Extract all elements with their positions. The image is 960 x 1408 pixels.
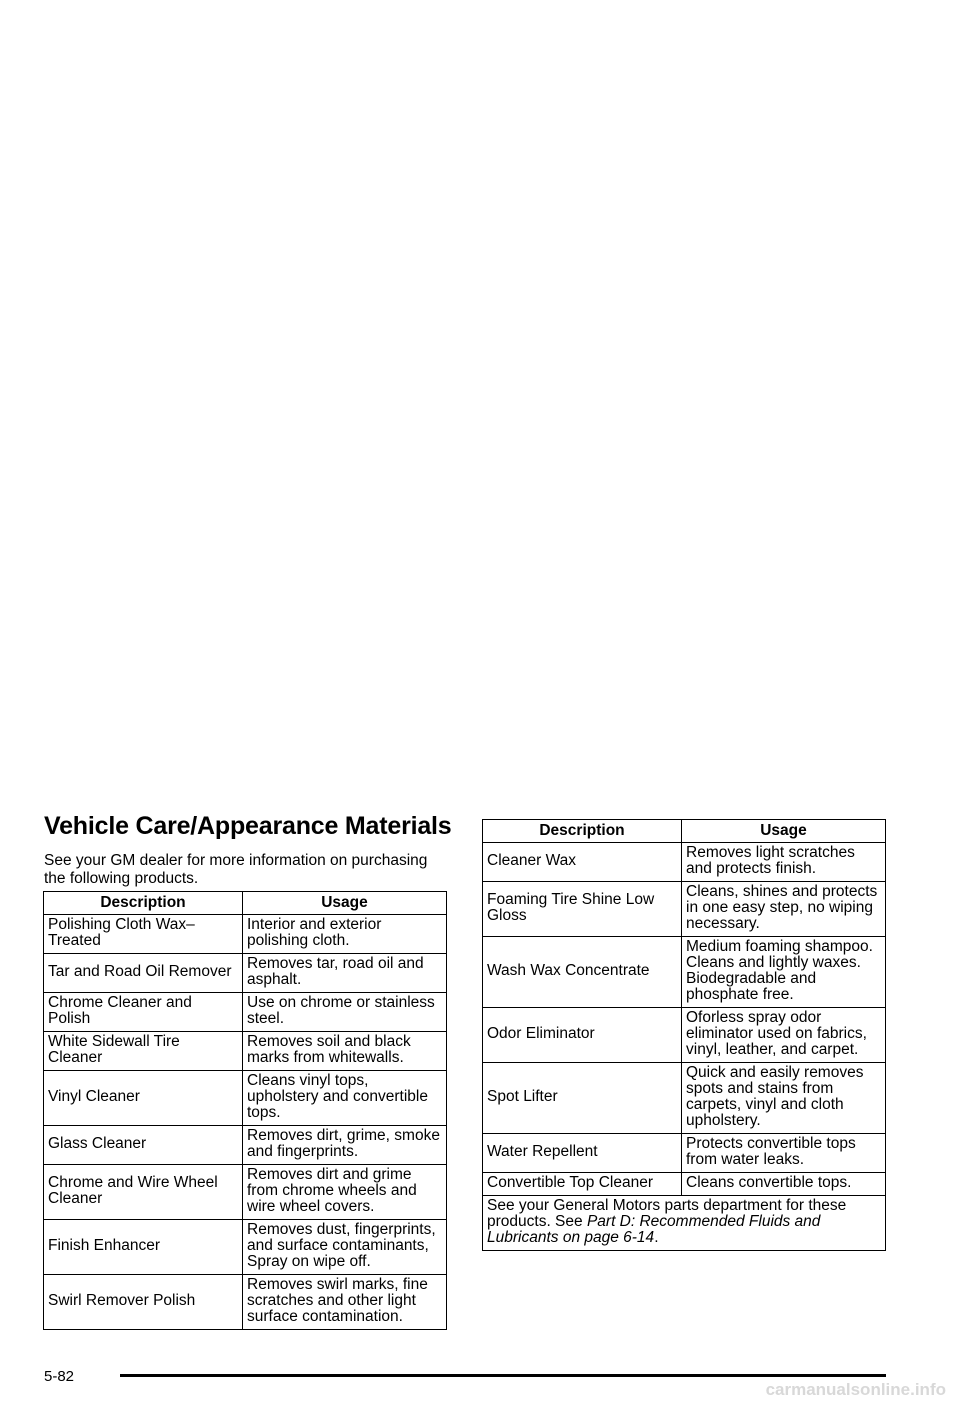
table-row [483,843,886,882]
usage-cell: Interior and exterior polishing cloth. [243,915,447,954]
usage-cell: Removes dirt, grime, smoke and fingerprints. [243,1126,447,1165]
usage-header: Usage [682,820,886,843]
table-row [44,993,447,1032]
page-number: 5-82 [44,1368,75,1385]
usage-cell: Removes tar, road oil and asphalt. [243,954,447,993]
description-cell: Polishing Cloth Wax–Treated [44,915,243,954]
table-row [44,1126,447,1165]
note-text: See your General Motors parts department for these products. See [487,1197,847,1230]
table-row [44,915,447,954]
usage-cell: Removes dust, fingerprints, and surface contaminants, Spray on wipe off. [243,1220,447,1275]
description-cell: Chrome and Wire Wheel Cleaner [44,1165,243,1220]
description-cell: Wash Wax Concentrate [483,937,682,1008]
table-header-row [483,820,886,843]
table-row [44,1032,447,1071]
table-row [483,1063,886,1134]
description-cell: Glass Cleaner [44,1126,243,1165]
products-table-left [43,891,447,1330]
table-header-row [44,892,447,915]
description-cell: Cleaner Wax [483,843,682,882]
description-cell: Finish Enhancer [44,1220,243,1275]
table-row [44,1275,447,1330]
table-row [44,954,447,993]
description-cell: Foaming Tire Shine Low Gloss [483,882,682,937]
note-end: . [654,1229,659,1246]
description-cell: Vinyl Cleaner [44,1071,243,1126]
table-note-row [483,1196,886,1251]
table-row [483,1173,886,1196]
description-cell: Odor Eliminator [483,1008,682,1063]
table-row [44,1071,447,1126]
table-row [44,1165,447,1220]
usage-cell: Cleans, shines and protects in one easy step, no wiping necessary. [682,882,886,937]
usage-cell: Removes dirt and grime from chrome wheels and wire wheel covers. [243,1165,447,1220]
note-reference-link[interactable]: Part D: Recommended Fluids and Lubricants on page 6-14 [487,1213,821,1246]
usage-cell: Use on chrome or stainless steel. [243,993,447,1032]
usage-cell: Removes swirl marks, fine scratches and other light surface contamination. [243,1275,447,1330]
usage-cell: Protects convertible tops from water leaks. [682,1134,886,1173]
products-table-right [482,819,886,1251]
description-cell: Spot Lifter [483,1063,682,1134]
description-cell: White Sidewall Tire Cleaner [44,1032,243,1071]
description-cell: Chrome Cleaner and Polish [44,993,243,1032]
usage-cell: Quick and easily removes spots and stains from carpets, vinyl and cloth upholstery. [682,1063,886,1134]
description-cell: Convertible Top Cleaner [483,1173,682,1196]
description-header: Description [483,820,682,843]
usage-cell: Removes light scratches and protects finish. [682,843,886,882]
usage-cell: Removes soil and black marks from whitewalls. [243,1032,447,1071]
usage-cell: Cleans vinyl tops, upholstery and convertible tops. [243,1071,447,1126]
footer-rule [120,1374,886,1377]
page-title: Vehicle Care/Appearance Materials [44,812,452,840]
table-note [483,1196,886,1251]
description-header: Description [44,892,243,915]
description-cell: Water Repellent [483,1134,682,1173]
usage-cell: Oforless spray odor eliminator used on fabrics, vinyl, leather, and carpet. [682,1008,886,1063]
usage-cell: Cleans convertible tops. [682,1173,886,1196]
table-row [483,937,886,1008]
usage-header: Usage [243,892,447,915]
table-row [44,1220,447,1275]
description-cell: Swirl Remover Polish [44,1275,243,1330]
intro-paragraph: See your GM dealer for more information on purchasing the following products. [44,852,428,887]
table-row [483,1134,886,1173]
watermark: carmanualsonline.info [765,1380,946,1399]
table-row [483,1008,886,1063]
description-cell: Tar and Road Oil Remover [44,954,243,993]
usage-cell: Medium foaming shampoo. Cleans and lightly waxes. Biodegradable and phosphate free. [682,937,886,1008]
table-row [483,882,886,937]
